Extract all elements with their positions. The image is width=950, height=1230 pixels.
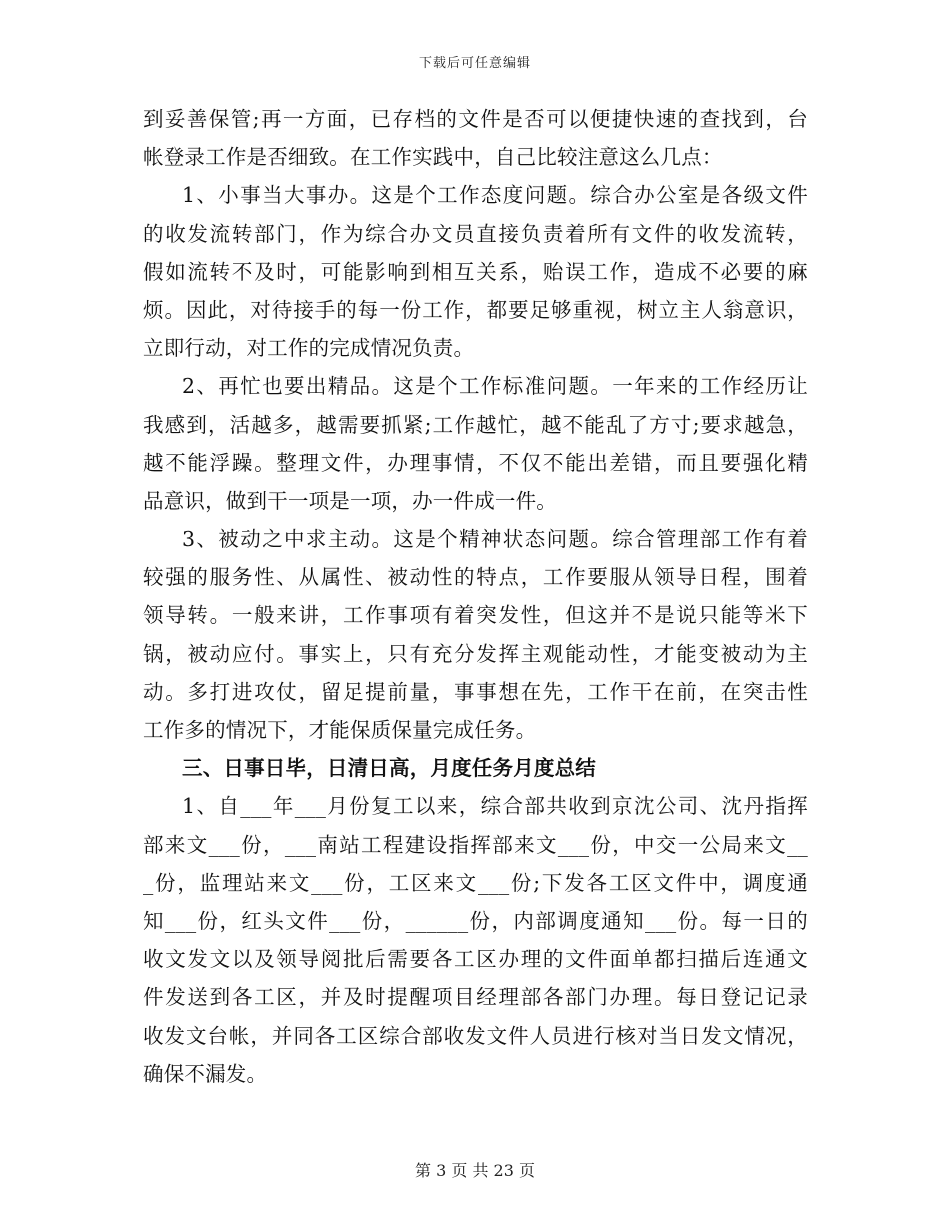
paragraph-line: 较强的服务性、从属性、被动性的特点，工作要服从领导日程，围着 <box>143 565 808 590</box>
paragraph-line: 工作多的情况下，才能保质保量完成任务。 <box>143 718 537 742</box>
paragraph-line: 件发送到各工区，并及时提醒项目经理部各部门办理。每日登记记录 <box>143 985 808 1010</box>
paragraph-line: 收发文台帐，并同各工区综合部收发文件人员进行核对当日发文情况， <box>143 1023 808 1048</box>
paragraph-line: 到妥善保管;再一方面，已存档的文件是否可以便捷快速的查找到，台 <box>143 107 808 131</box>
paragraph-line: 立即行动，对工作的完成情况负责。 <box>143 336 475 361</box>
paragraph-line: 知___份，红头文件___份，______份，内部调度通知___份。每一日的 <box>143 908 808 933</box>
paragraph-line: 烦。因此，对待接手的每一份工作，都要足够重视，树立主人翁意识， <box>143 297 808 322</box>
paragraph-line: 的收发流转部门，作为综合办文员直接负责着所有文件的收发流转， <box>143 221 808 246</box>
paragraph-line: 假如流转不及时，可能影响到相互关系，贻误工作，造成不必要的麻 <box>143 259 808 284</box>
paragraph-line: 1、自___年___月份复工以来，综合部共收到京沈公司、沈丹指挥 <box>182 794 808 819</box>
page-header: 下载后可任意编辑 <box>418 56 531 71</box>
document-body <box>143 100 808 1093</box>
paragraph-line: 确保不漏发。 <box>143 1061 268 1086</box>
paragraph-line: 部来文___份，___南站工程建设指挥部来文___份，中交一公局来文__ <box>143 832 808 857</box>
paragraph-line: 领导转。一般来讲，工作事项有着突发性，但这并不是说只能等米下 <box>143 603 808 628</box>
paragraph-line: 动。多打进攻仗，留足提前量，事事想在先，工作干在前，在突击性 <box>143 679 808 704</box>
paragraph-line: 2、再忙也要出精品。这是个工作标准问题。一年来的工作经历让 <box>182 374 808 399</box>
paragraph-line: 收文发文以及领导阅批后需要各工区办理的文件面单都扫描后连通文 <box>143 947 808 972</box>
paragraph-line: 1、小事当大事办。这是个工作态度问题。综合办公室是各级文件 <box>182 183 808 208</box>
paragraph-line: 锅，被动应付。事实上，只有充分发挥主观能动性，才能变被动为主 <box>143 641 808 666</box>
paragraph-line: _份，监理站来文___份，工区来文___份;下发各工区文件中，调度通 <box>143 870 808 895</box>
paragraph-line: 品意识，做到干一项是一项，办一件成一件。 <box>143 488 557 513</box>
paragraph-line: 3、被动之中求主动。这是个精神状态问题。综合管理部工作有着 <box>182 527 808 552</box>
section-heading: 三、日事日毕，日清日高，月度任务月度总结 <box>182 756 596 781</box>
paragraph-line: 我感到，活越多，越需要抓紧;工作越忙，越不能乱了方寸;要求越急， <box>143 412 808 437</box>
paragraph-line: 越不能浮躁。整理文件，办理事情，不仅不能出差错，而且要强化精 <box>143 450 808 475</box>
page-number: 第 3 页 共 23 页 <box>415 1161 535 1180</box>
paragraph-line: 帐登录工作是否细致。在工作实践中，自己比较注意这么几点： <box>143 145 723 170</box>
